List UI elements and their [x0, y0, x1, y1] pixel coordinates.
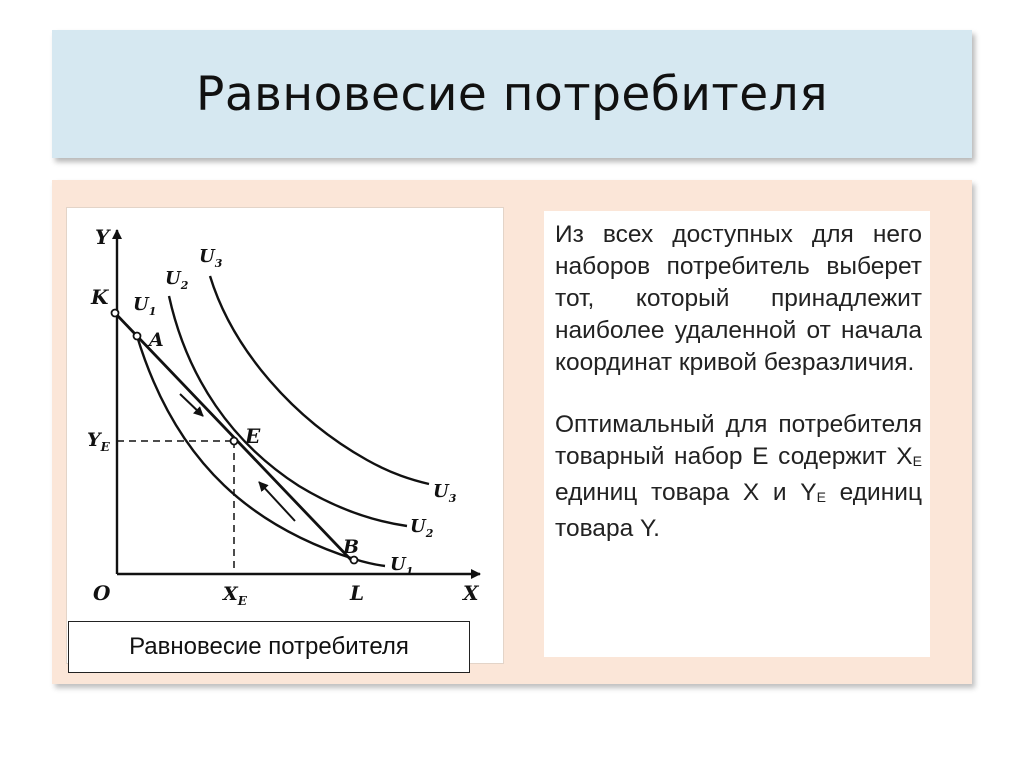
consumer-equilibrium-diagram	[67, 208, 503, 663]
figure-caption: Равновесие потребителя	[68, 621, 470, 673]
u2-top-label: $U_2$	[165, 268, 189, 292]
point-k-label: K	[91, 285, 109, 309]
origin-label: O	[93, 581, 111, 605]
arrow-a-to-e	[180, 394, 203, 416]
title-bar	[52, 30, 972, 158]
u1-top-label: $U_1$	[133, 294, 157, 318]
x-axis-label: X	[463, 581, 479, 605]
u3-end-label: $U_3$	[433, 481, 457, 505]
explanation-text-box	[544, 211, 930, 657]
point-k-marker	[112, 310, 119, 317]
point-a-label: A	[149, 329, 164, 351]
explanation-paragraph-2: Оптимальный для потребителя товарный набор Е содержит $X_E$ единиц товара X и $Y_E$ единиц товара Y.	[555, 411, 922, 542]
u2-end-label: $U_2$	[410, 516, 434, 540]
diagram-panel	[66, 207, 504, 664]
point-e-marker	[231, 438, 238, 445]
xe-label: $X_E$	[223, 583, 247, 608]
point-a-marker	[134, 333, 141, 340]
ye-label: $Y_E$	[87, 429, 110, 454]
point-l-label: L	[350, 581, 365, 605]
indifference-curve-u2	[169, 296, 407, 526]
explanation-paragraph-1: Из всех доступных для него наборов потребитель выберет тот, который принадлежит наиболее удаленной от начала координат кривой безразличия.	[555, 221, 922, 376]
arrow-b-to-e	[259, 482, 295, 521]
u1-end-label: $U_1$	[390, 554, 414, 578]
u3-top-label: $U_3$	[199, 246, 223, 270]
slide-title: Равновесие потребителя	[196, 66, 828, 122]
point-e-label: E	[245, 424, 261, 448]
point-b-label: B	[343, 536, 360, 558]
y-axis-label: Y	[95, 225, 110, 249]
indifference-curve-u3	[210, 276, 429, 484]
